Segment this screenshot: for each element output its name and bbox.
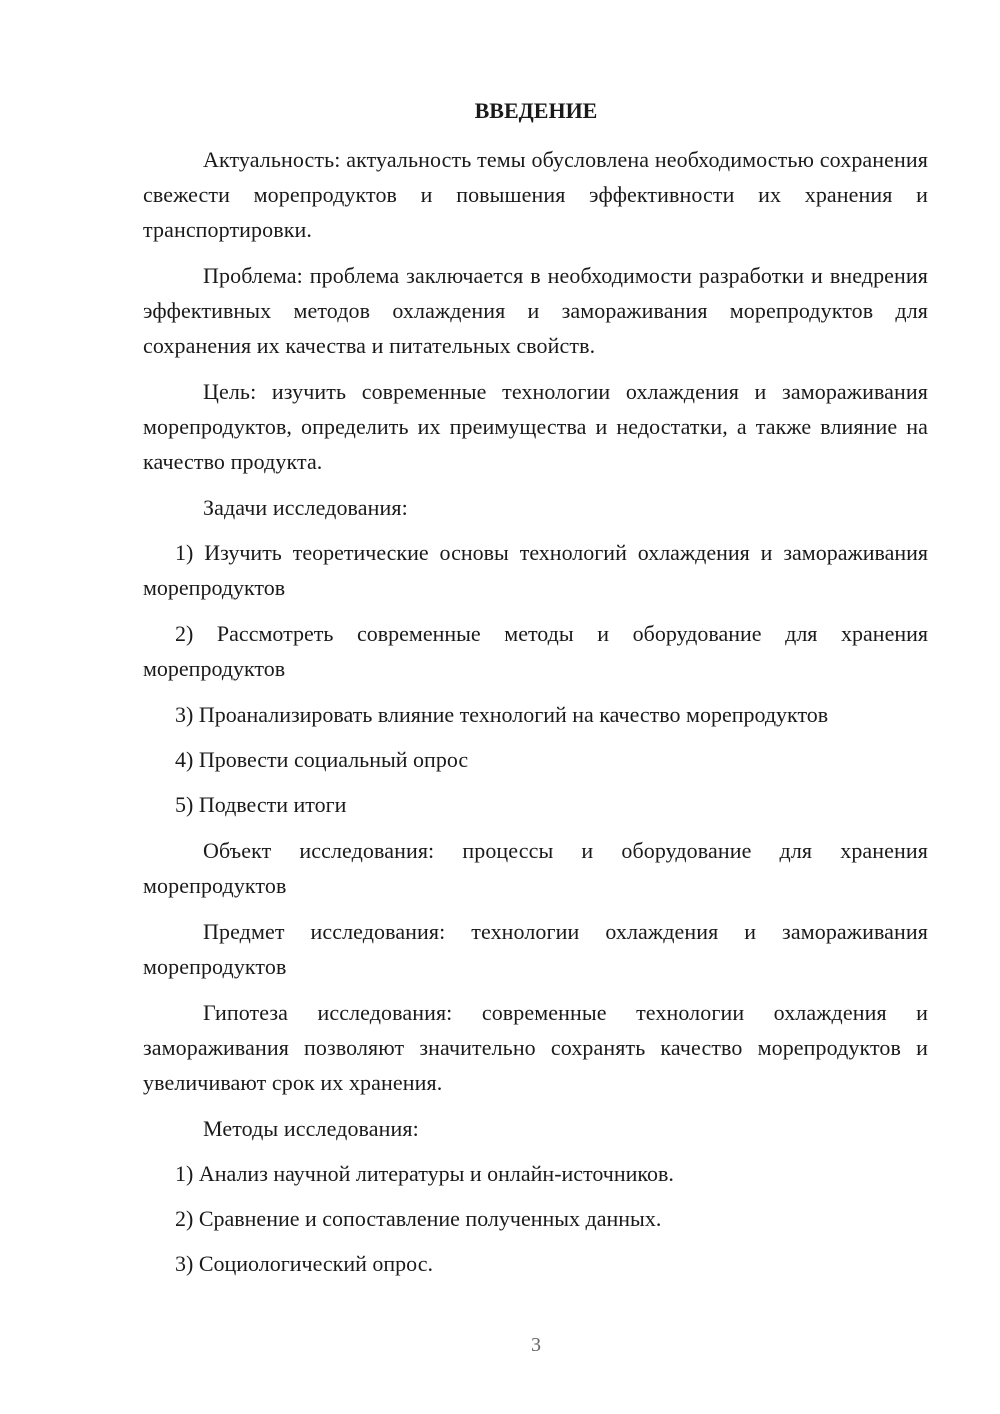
hypothesis-paragraph: Гипотеза исследования: современные технологии охлаждения и замораживания позволяют значительно сохранять качество морепродуктов и увеличивают срок их хранения. [143,1000,928,1095]
goal-paragraph: Цель: изучить современные технологии охлаждения и замораживания морепродуктов, определить их преимущества и недостатки, а также влияние на качество продукта. [143,379,928,474]
page-title: ВВЕДЕНИЕ [474,98,598,123]
task-item-5: 5) Подвести итоги [175,792,347,817]
object-paragraph: Объект исследования: процессы и оборудование для хранения морепродуктов [143,838,928,898]
methods-heading: Методы исследования: [203,1116,419,1141]
problem-paragraph: Проблема: проблема заключается в необходимости разработки и внедрения эффективных методов охлаждения и замораживания морепродуктов для сохранения их качества и питательных свойств. [143,263,928,358]
page-number: 3 [531,1334,541,1356]
tasks-heading: Задачи исследования: [203,495,408,520]
method-item-3: 3) Социологический опрос. [175,1251,433,1276]
relevance-paragraph: Актуальность: актуальность темы обусловлена необходимостью сохранения свежести морепродуктов и повышения эффективности их хранения и транспортировки. [143,147,928,242]
task-item-3: 3) Проанализировать влияние технологий на качество морепродуктов [175,702,829,727]
subject-paragraph: Предмет исследования: технологии охлаждения и замораживания морепродуктов [143,919,928,979]
task-item-4: 4) Провести социальный опрос [175,747,469,772]
task-item-2: 2) Рассмотреть современные методы и оборудование для хранения морепродуктов [143,621,928,681]
task-item-1: 1) Изучить теоретические основы технологий охлаждения и замораживания морепродуктов [143,540,928,600]
method-item-2: 2) Сравнение и сопоставление полученных данных. [175,1206,662,1231]
method-item-1: 1) Анализ научной литературы и онлайн-источников. [175,1161,674,1186]
